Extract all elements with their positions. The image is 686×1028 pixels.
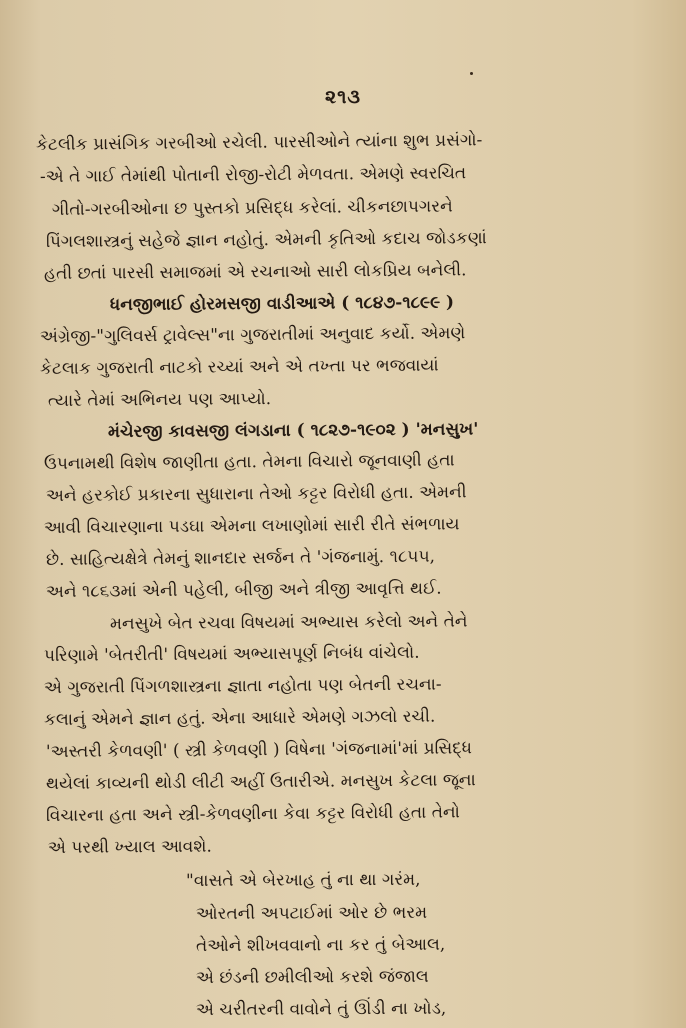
text-line: આવી વિચારણાના પડઘા એમના લખાણોમાં સારી રીતે સંભળાય [43, 514, 460, 538]
text-line: 'અસ્તરી કેળવણી' ( સ્ત્રી કેળવણી ) વિષેના 'ગંજનામાં'માં પ્રસિદ્ધ [45, 738, 472, 762]
text-line: એ ગુજરાતી પિંગળશાસ્ત્રના જ્ઞાતા નહોતા પણ બેતની રચના- [43, 674, 442, 698]
text-line: હતી છતાં પારસી સમાજમાં એ રચનાઓ સારી લોકપ્રિય બનેલી. [43, 260, 467, 284]
text-line: અને હરકોઈ પ્રકારના સુધારાના તેઓ કટ્ટર વિરોધી હતા. એમની [45, 482, 467, 506]
text-line: પિંગલશાસ્ત્રનું સહેજે જ્ઞાન નહોતું. એમની કૃતિઓ કદાચ જોડકણાં [45, 228, 487, 252]
page-number: ૨૧૩ [324, 86, 362, 108]
text-line: કેટલાક ગુજરાતી નાટકો રચ્યાં અને એ તખ્તા પર ભજવાયાં [39, 355, 439, 379]
poem-line: એ છંડની છમીલીઓ કરશે જંજાલ [195, 966, 429, 988]
text-line: અને ૧૮૬૩માં એની પહેલી, બીજી અને ત્રીજી આવૃત્તિ થઈ. [45, 578, 442, 602]
text-line: વિચારના હતા અને સ્ત્રી-કેળવણીના કેવા કટ્ટર વિરોધી હતા તેનો [45, 802, 460, 826]
text-line: -એ તે ગાઈ તેમાંથી પોતાની રોજી-રોટી મેળવતા. એમણે સ્વરચિત [39, 163, 467, 187]
text-line: છે. સાહિત્યક્ષેત્રે તેમનું શાનદાર સર્જન તે 'ગંજનામું. ૧૮૫૫, [45, 546, 436, 570]
text-line: થયેલાં કાવ્યની થોડી લીટી અહીં ઉતારીએ. મનસુખ કેટલા જૂના [45, 770, 476, 794]
poem-line: તેઓને શીખવવાનો ના કર તું બેઆલ, [195, 934, 446, 956]
section-heading: મંચેરજી કાવસજી લંગડાના ( ૧૮૨૭-૧૯૦૨ ) 'મનસુખ' [107, 419, 479, 442]
text-line: ત્યારે તેમાં અભિનય પણ આપ્યો. [47, 389, 272, 411]
text-line: અંગ્રેજી-"ગુલિવર્સ ટ્રાવેલ્સ"ના ગુજરાતીમાં અનુવાદ કર્યો. એમણે [39, 323, 466, 347]
poem-line: એ ચરીતરની વાવોને તું ઊંડી ના ખોડ, [195, 998, 447, 1020]
text-line: મનસુખે બેત રચવા વિષયમાં અભ્યાસ કરેલો અને તેને [109, 611, 468, 634]
text-line: એ પરથી ખ્યાલ આવશે. [47, 836, 212, 858]
print-speck [470, 72, 473, 75]
text-line: ગીતો-ગરબીઓના છ પુસ્તકો પ્રસિદ્ધ કરેલાં. ચીકનછાપગરને [51, 196, 453, 220]
poem-line: ઓરતની અપટાઈમાં ઓર છે ભરમ [195, 902, 428, 924]
text-line: કલાનું એમને જ્ઞાન હતું. એના આધારે એમણે ગઝલો રચી. [43, 706, 436, 730]
text-line: કેટલીક પ્રાસંગિક ગરબીઓ રચેલી. પારસીઓને ત્યાંના શુભ પ્રસંગો- [35, 130, 483, 155]
section-heading: ધનજીભાઈ હોરમસજી વાડીઆએ ( ૧૮૪૭-૧૮૯૯ ) [109, 292, 455, 315]
text-line: પરિણામે 'બેતરીતી' વિષયમાં અભ્યાસપૂર્ણ નિબંધ વાંચેલો. [43, 642, 420, 666]
text-line: ઉપનામથી વિશેષ જાણીતા હતા. તેમના વિચારો જૂનવાણી હતા [43, 450, 455, 474]
poem-line: "વાસતે એ બેરખાહ તું ના થા ગરંમ, [185, 869, 421, 891]
